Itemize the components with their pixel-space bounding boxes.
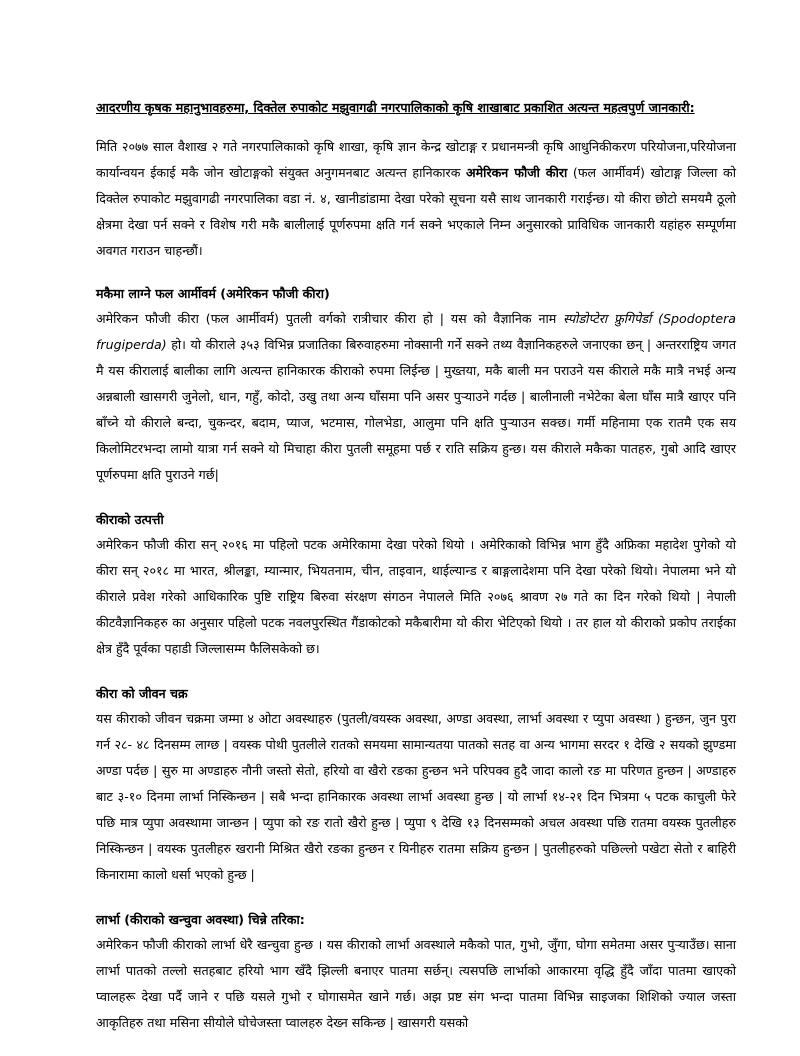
section-body: यस कीराको जीवन चक्रमा जम्मा ४ ओटा अवस्थाहरु (पुतली/वयस्क अवस्था, अण्डा अवस्था, लार्भा अवस्था र प्युपा अवस्था ) हुन्छन, जुन पुरा गर्न २८- ४८ दिनसम्म लाग्छ | वयस्क पोथी पुतलीले रातको समयमा सामान्यतया पातको सतह वा अन्य भागमा सरदर १ देखि २ सयको झुण्डमा अण्डा पर्दछ | सुरु मा अण्डाहरु नौनी जस्तो सेतो, हरियो वा खैरो रङका हुन्छन भने परिपक्व हुदै जादा कालो रङ मा परिणत हुन्छन | अण्डाहरु बाट ३-१० दिनमा लार्भा निस्किन्छन | सबै भन्दा हानिकारक अवस्था लार्भा अवस्था हुन्छ | यो लार्भा १४-२१ दिन भित्रमा ५ पटक काचुली फेरे पछि मात्र प्युपा अवस्थामा जान्छन | प्युपा को रङ रातो खैरो हुन्छ | प्युपा ९ देखि १३ दिनसम्मको अचल अवस्था पछि रातमा वयस्क पुतलीहरु निस्किन्छन | वयस्क पुतलीहरु खरानी मिश्रित खैरो रङका हुन्छन र यिनीहरु रातमा सक्रिय हुन्छन | पुतलीहरुको पछिल्लो पखेटा सेतो र बाहिरी किनारामा कालो धर्सा भएको हुन्छ | (96, 711, 737, 882)
intro-text-2: (फल आर्मीवर्म) खोटाङ्ग जिल्ला को दिक्तेल रुपाकोट मझुवागढी नगरपालिका वडा नं. ४, खानीडांडामा देखा परेको सूचना यसै साथ जानकारी गराईन्छ। यो कीरा छोटो समयमै ठूलो क्षेत्रमा देखा पर्न सक्ने र विशेष गरी मकै बालीलाई पूर्णरुपमा क्षति गर्न सक्ने भएकाले निम्न अनुसारको प्राविधिक जानकारी यहांहरु सम्पूर्णमा अवगत गराउन चाहन्छौं। (96, 165, 736, 258)
document-title: आदरणीय कृषक महानुभावहरुमा, दिक्तेल रुपाकोट मझुवागढी नगरपालिकाको कृषि शाखाबाट प्रकाशित अत्यन्त महत्वपुर्ण जानकारी: (96, 100, 695, 115)
section-origin (96, 508, 736, 662)
intro-text-1: मिति २०७७ साल वैशाख २ गते नगरपालिकाको कृषि शाखा, कृषि ज्ञान केन्द्र खोटाङ्ग र प्रधानमन्त्री कृषि आधुनिकीकरण परियोजना,परियोजना कार्यान्वयन ईकाई मकै जोन खोटाङ्गको संयुक्त अनुगमनबाट अत्यन्त हानिकारक (96, 139, 736, 180)
section-fall-armyworm (96, 282, 736, 488)
document-page (96, 96, 736, 1056)
section-heading: कीराको उत्पत्ती (96, 512, 164, 527)
section-heading: कीरा को जीवन चक्र (96, 686, 188, 701)
section-text-1: अमेरिकन फौजी कीरा (फल आर्मीवर्म) पुतली वर्गको रात्रीचार कीरा हो | यस को वैज्ञानिक नाम (96, 311, 564, 326)
section-heading: लार्भा (कीराको खन्चुवा अवस्था) चिन्ने तरिका: (96, 912, 305, 927)
intro-paragraph (96, 134, 736, 264)
section-body: अमेरिकन फौजी कीराको लार्भा धेरै खन्चुवा हुन्छ । यस कीराको लार्भा अवस्थाले मकैको पात, गुभो, जुँगा, घोगा समेतमा असर पुऱ्याउँछ। साना लार्भा पातको तल्लो सतहबाट हरियो भाग खँदै झिल्ली बनाएर पातमा सर्छन्। त्यसपछि लार्भाको आकारमा वृद्धि हुँदै जाँदा पातमा खाएको प्वालहरू देखा पर्दै जाने र पछि यसले गुभो र घोगासमेत खाने गर्छ। अझ प्रष्ट संग भन्दा पातमा विभिन्न साइजका शिशिको ज्याल जस्ता आकृतिहरु तथा मसिना सीयोले घोचेजस्ता प्वालहरु देख्न सकिन्छ | खासगरी यसको (96, 937, 736, 1030)
section-larva-identification (96, 908, 736, 1036)
section-text-2: हो। यो कीराले ३५३ विभिन्न प्रजातिका बिरुवाहरुमा नोक्सानी गर्ने सक्ने तथ्य वैज्ञानिकहरुले जनाएका छन् | अन्तरराष्ट्रिय जगत मै यस कीरालाई बालीका लागि अत्यन्त हानिकारक कीराको रुपमा लिईन्छ | मुख्तया, मकै बाली मन पराउने यस कीराले मकै मात्रै नभई अन्य अन्नबाली खासगरी जुनेलो, धान, गहुँ, कोदो, उखु तथा अन्य घाँसमा पनि असर पुऱ्याउने गर्दछ | बालीनाली नभेटेका बेला घाँस मात्रै खाएर पनि बाँच्ने यो कीराले बन्दा, चुकन्दर, बदाम, प्याज, भटमास, गोलभेडा, आलुमा पनि क्षति पुऱ्याउन सक्छ। गर्मी महिनामा एक रातमै एक सय किलोमिटरभन्दा लामो यात्रा गर्न सक्ने यो मिचाहा कीरा पुतली समूहमा पर्छ र राति सक्रिय हुन्छ। यस कीराले मकैका पातहरु, गुबो आदि खाएर पूर्णरुपमा क्षति पुराउने गर्छ| (96, 337, 736, 482)
section-heading: मकैमा लाग्ने फल आर्मीवर्म (अमेरिकन फौजी कीरा) (96, 286, 330, 301)
section-body (96, 306, 736, 488)
section-life-cycle (96, 682, 736, 888)
scientific-name: स्पोडोप्टेरा फ्रुगिपेर्डा (Spodoptera frugiperda) (96, 311, 736, 352)
section-body: अमेरिकन फौजी कीरा सन् २०१६ मा पहिलो पटक अमेरिकामा देखा परेको थियो । अमेरिकाको विभिन्न भाग हुँदै अफ्रिका महादेश पुगेको यो कीरा सन् २०१८ मा भारत, श्रीलङ्का, म्यान्मार, भियतनाम, चीन, ताइवान, थाईल्यान्ड र बाङ्गलादेशमा पनि देखा परेको थियो। नेपालमा भने यो कीराले प्रवेश गरेको आधिकारिक पुष्टि राष्ट्रिय बिरुवा संरक्षण संगठन नेपालले मिति २०७६ श्रावण २७ गते का दिन गरेको थियो | नेपाली कीटवैज्ञानिकहरु का अनुसार पहिलो पटक नवलपुरस्थित गैंडाकोटको मकैबारीमा यो कीरा भेटिएको थियो । तर हाल यो कीराको प्रकोप तराईका क्षेत्र हुँदै पूर्वका पहाडी जिल्लासम्म फैलिसकेको छ। (96, 537, 736, 656)
intro-bold-pest-name: अमेरिकन फौजी कीरा (466, 165, 568, 180)
